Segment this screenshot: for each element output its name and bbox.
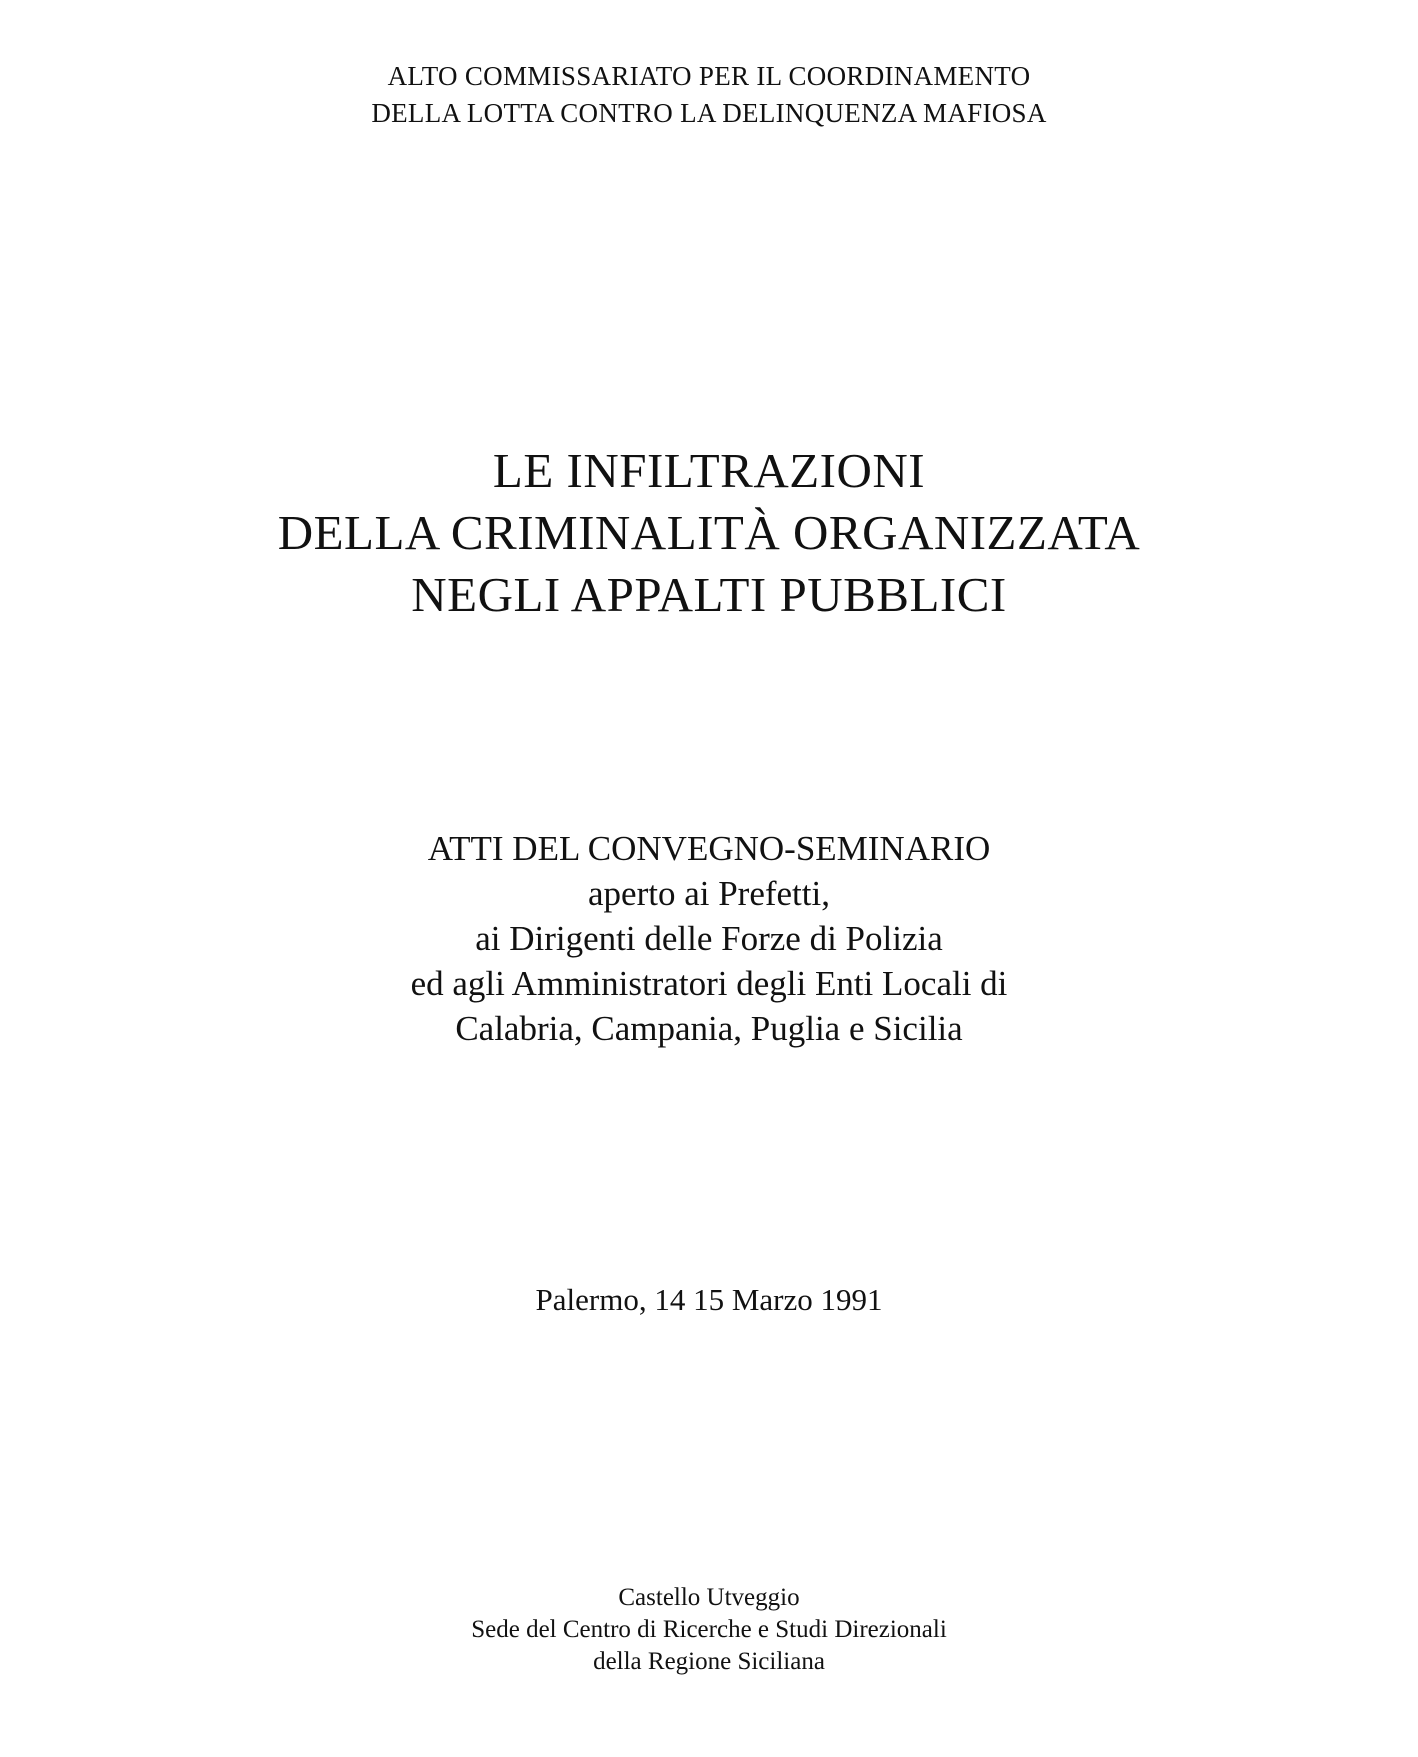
title-line: NEGLI APPALTI PUBBLICI xyxy=(411,567,1007,622)
subtitle-line: ed agli Amministratori degli Enti Locali di xyxy=(410,964,1008,1003)
venue-line: Sede del Centro di Ricerche e Studi Direzionali xyxy=(471,1616,947,1643)
institution-line: DELLA LOTTA CONTRO LA DELINQUENZA MAFIOSA xyxy=(371,98,1047,128)
subtitle-line: ATTI DEL CONVEGNO-SEMINARIO xyxy=(427,829,991,868)
institution-line: ALTO COMMISSARIATO PER IL COORDINAMENTO xyxy=(387,61,1031,91)
proceedings-subtitle xyxy=(0,826,1418,1051)
subtitle-line: Calabria, Campania, Puglia e Sicilia xyxy=(455,1009,963,1048)
subtitle-line: ai Dirigenti delle Forze di Polizia xyxy=(475,919,943,958)
event-date xyxy=(0,1280,1418,1320)
venue-line: Castello Utveggio xyxy=(618,1584,800,1611)
institution-header xyxy=(0,58,1418,132)
document-title xyxy=(0,440,1418,626)
venue-info xyxy=(0,1582,1418,1678)
title-line: LE INFILTRAZIONI xyxy=(492,443,926,498)
date-line: Palermo, 14 15 Marzo 1991 xyxy=(535,1282,883,1317)
venue-line: della Regione Siciliana xyxy=(593,1648,825,1675)
title-line: DELLA CRIMINALITÀ ORGANIZZATA xyxy=(277,505,1141,560)
subtitle-line: aperto ai Prefetti, xyxy=(588,874,830,913)
